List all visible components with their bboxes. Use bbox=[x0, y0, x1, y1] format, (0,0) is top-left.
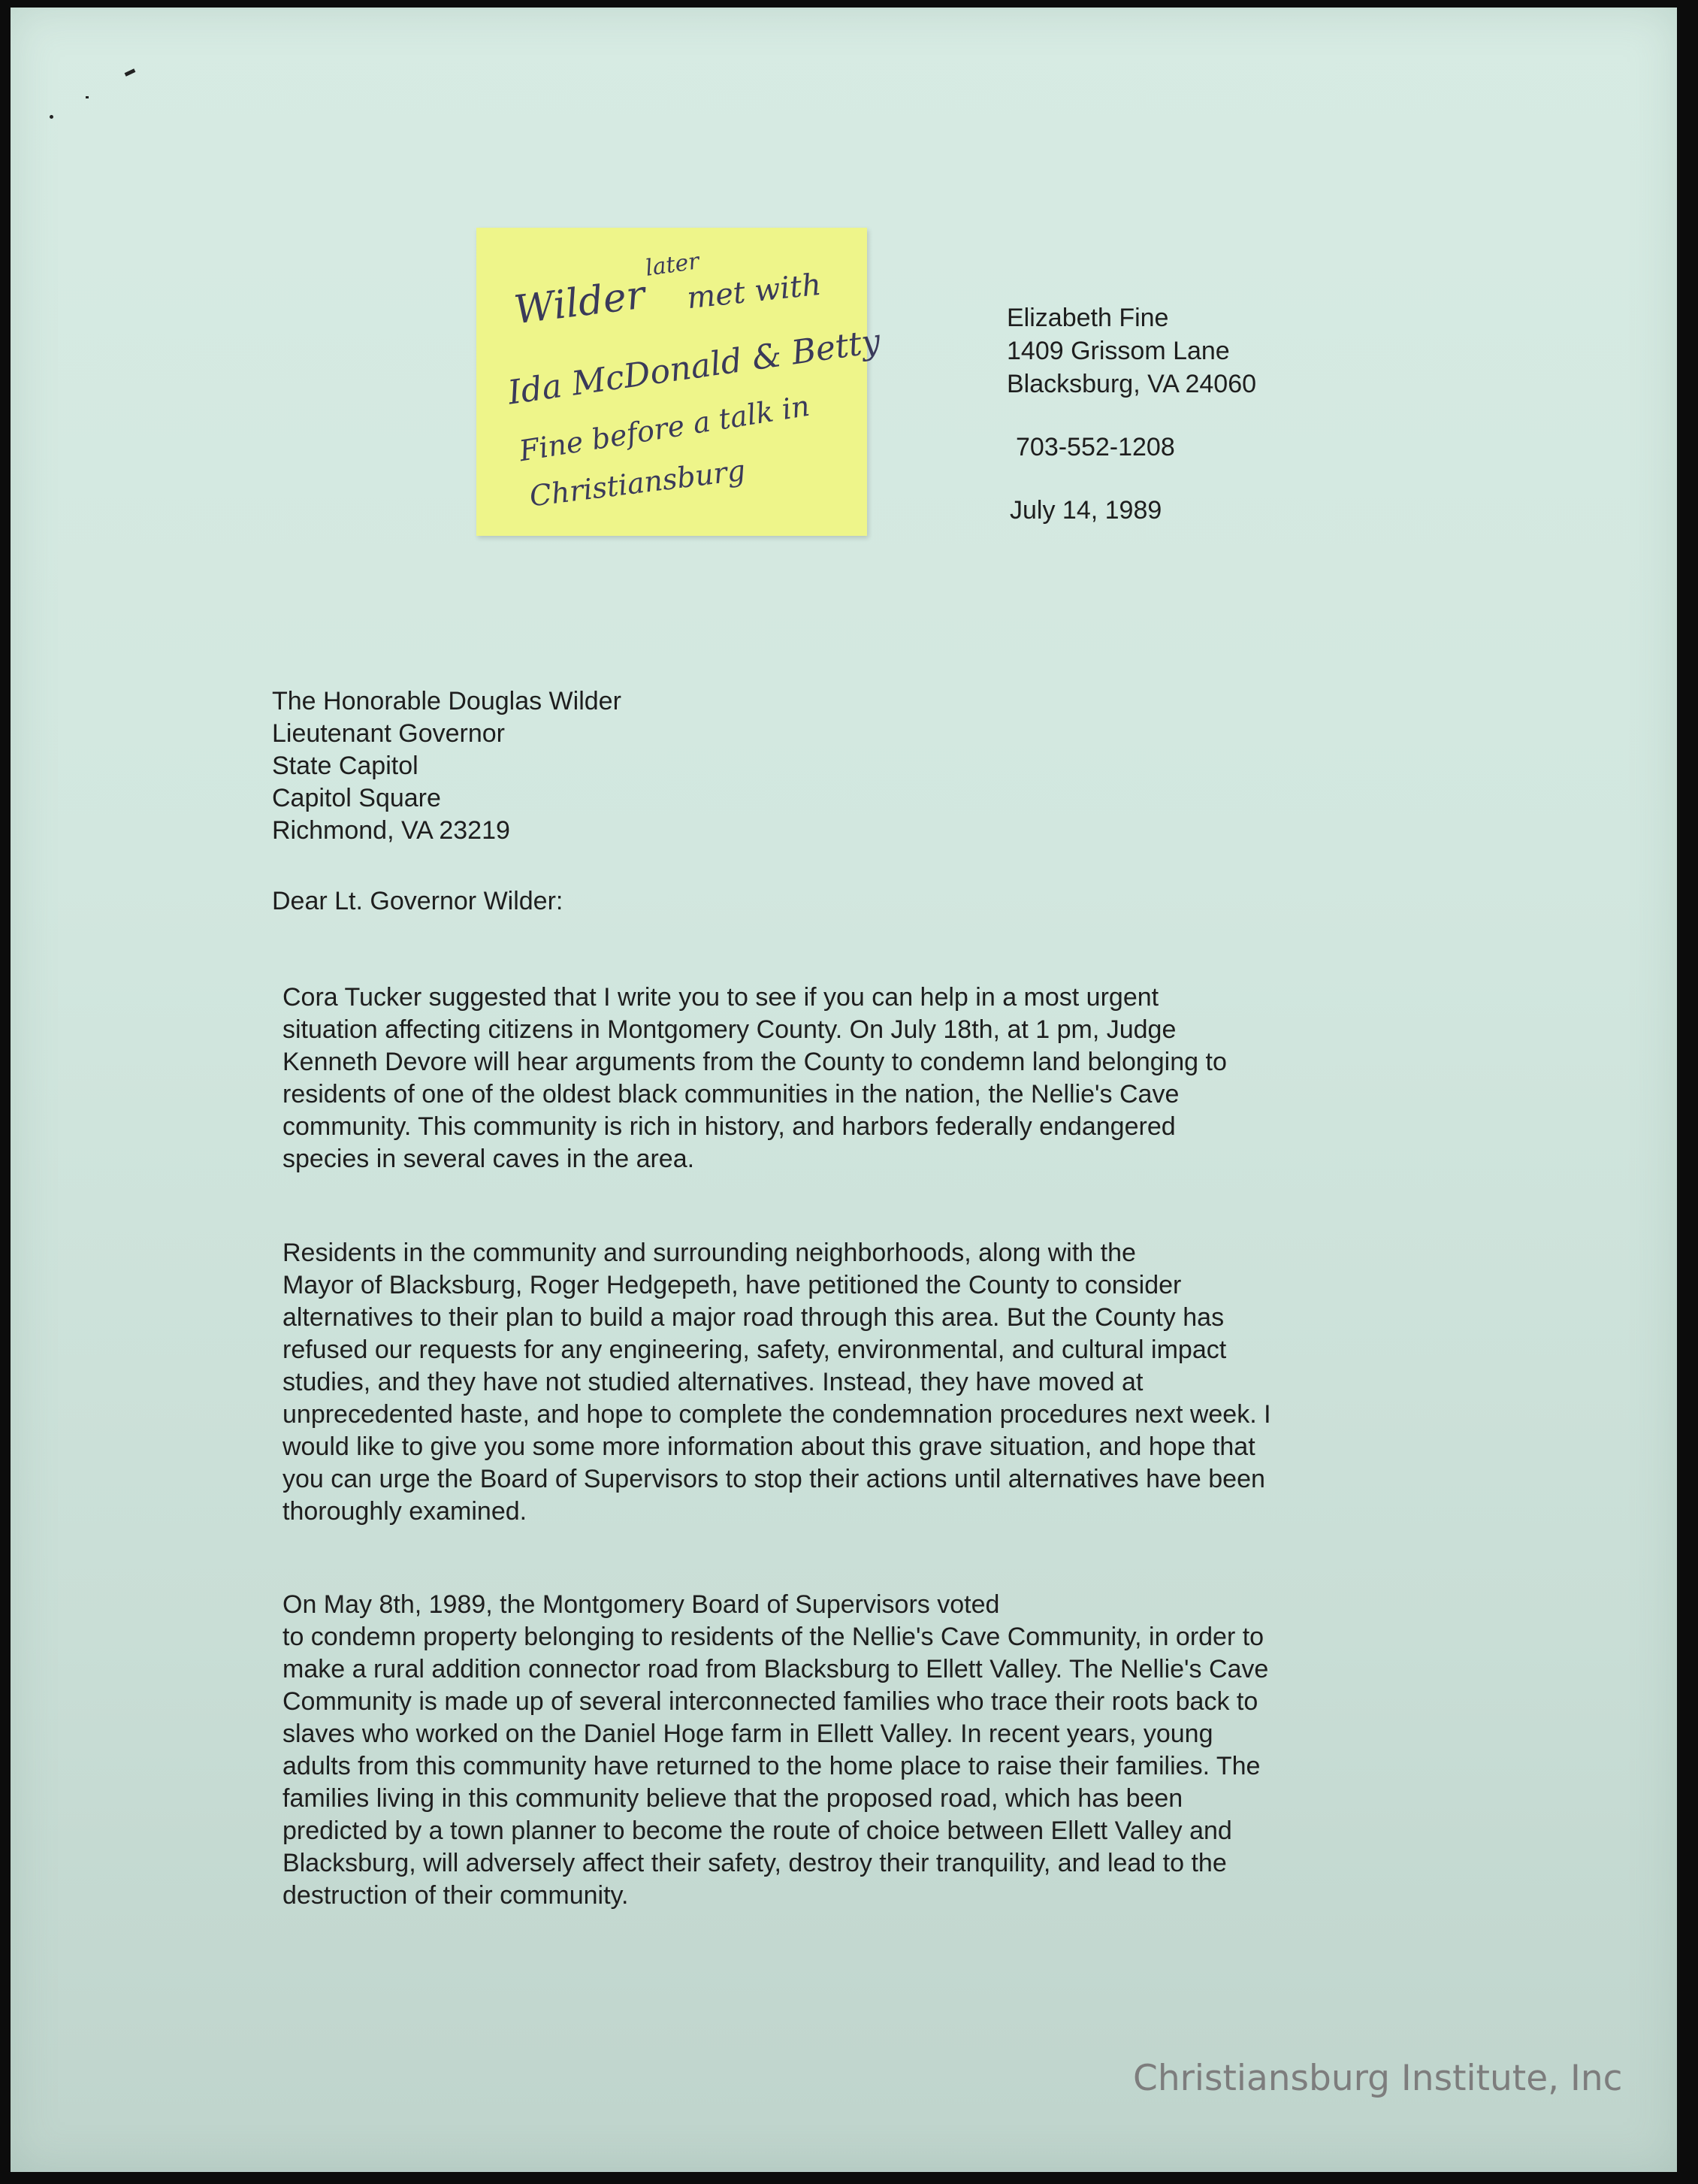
letter-page bbox=[11, 8, 1677, 2172]
recipient-line3: State Capitol bbox=[272, 752, 418, 780]
scan-speck bbox=[50, 115, 53, 119]
body-paragraph-3: On May 8th, 1989, the Montgomery Board of Supervisors voted to condemn property belonging to residents of the Nellie's Cave Community, in order to make a rural addition connector road from Blacksburg to Ellett Valley. The Nellie's Cave Community is made up of several interconnected families who trace their roots back to slaves who worked on the Daniel Hoge farm in Ellett Valley. In recent years, young adults from this community have returned to the home place to raise their families. The families living in this community believe that the proposed road, which has been predicted by a town planner to become the route of choice between Ellett Valley and Blacksburg, will adversely affect their safety, destroy their tranquility, and lead to the destruction of their community. bbox=[282, 1590, 1269, 1910]
watermark: Christiansburg Institute, Inc bbox=[1133, 2058, 1623, 2099]
salutation: Dear Lt. Governor Wilder: bbox=[272, 887, 563, 915]
sticky-note-line1b: met with bbox=[685, 267, 823, 316]
sender-city: Blacksburg, VA 24060 bbox=[1007, 370, 1257, 398]
sender-phone: 703-552-1208 bbox=[1016, 433, 1175, 461]
sticky-note-line4: Christiansburg bbox=[527, 453, 748, 513]
sticky-note-insert: later bbox=[643, 248, 701, 282]
sender-name: Elizabeth Fine bbox=[1007, 304, 1169, 332]
recipient-line2: Lieutenant Governor bbox=[272, 719, 505, 748]
body-paragraph-1: Cora Tucker suggested that I write you to see if you can help in a most urgent situation affecting citizens in Montgomery County. On July 18th, at 1 pm, Judge Kenneth Devore will hear arguments from the County to condemn land belonging to residents of one of the oldest black communities in the nation, the Nellie's Cave community. This community is rich in history, and harbors federally endangered species in several caves in the area. bbox=[282, 983, 1227, 1173]
sender-street: 1409 Grissom Lane bbox=[1007, 337, 1230, 365]
recipient-line5: Richmond, VA 23219 bbox=[272, 816, 510, 845]
body-paragraph-2: Residents in the community and surrounding neighborhoods, along with the Mayor of Blacksburg, Roger Hedgepeth, have petitioned the County to consider alternatives to their plan to build a major road through this area. But the County has refused our requests for any engineering, safety, environmental, and cultural impact studies, and they have not studied alternatives. Instead, they have moved at unprecedented haste, and hope to complete the condemnation procedures next week. I would like to give you some more information about this grave situation, and hope that you can urge the Board of Supervisors to stop their actions until alternatives have been thoroughly examined. bbox=[282, 1239, 1271, 1526]
letter-date: July 14, 1989 bbox=[1010, 496, 1162, 525]
sticky-note-line3: Fine before a talk in bbox=[516, 389, 812, 468]
scan-speck bbox=[86, 96, 89, 98]
sticky-note-line1: Wilder bbox=[511, 272, 648, 334]
sticky-note-line2: Ida McDonald & Betty bbox=[505, 322, 883, 413]
recipient-line1: The Honorable Douglas Wilder bbox=[272, 687, 621, 715]
sticky-note bbox=[476, 228, 883, 536]
scan-speck bbox=[125, 68, 136, 76]
recipient-line4: Capitol Square bbox=[272, 784, 441, 812]
